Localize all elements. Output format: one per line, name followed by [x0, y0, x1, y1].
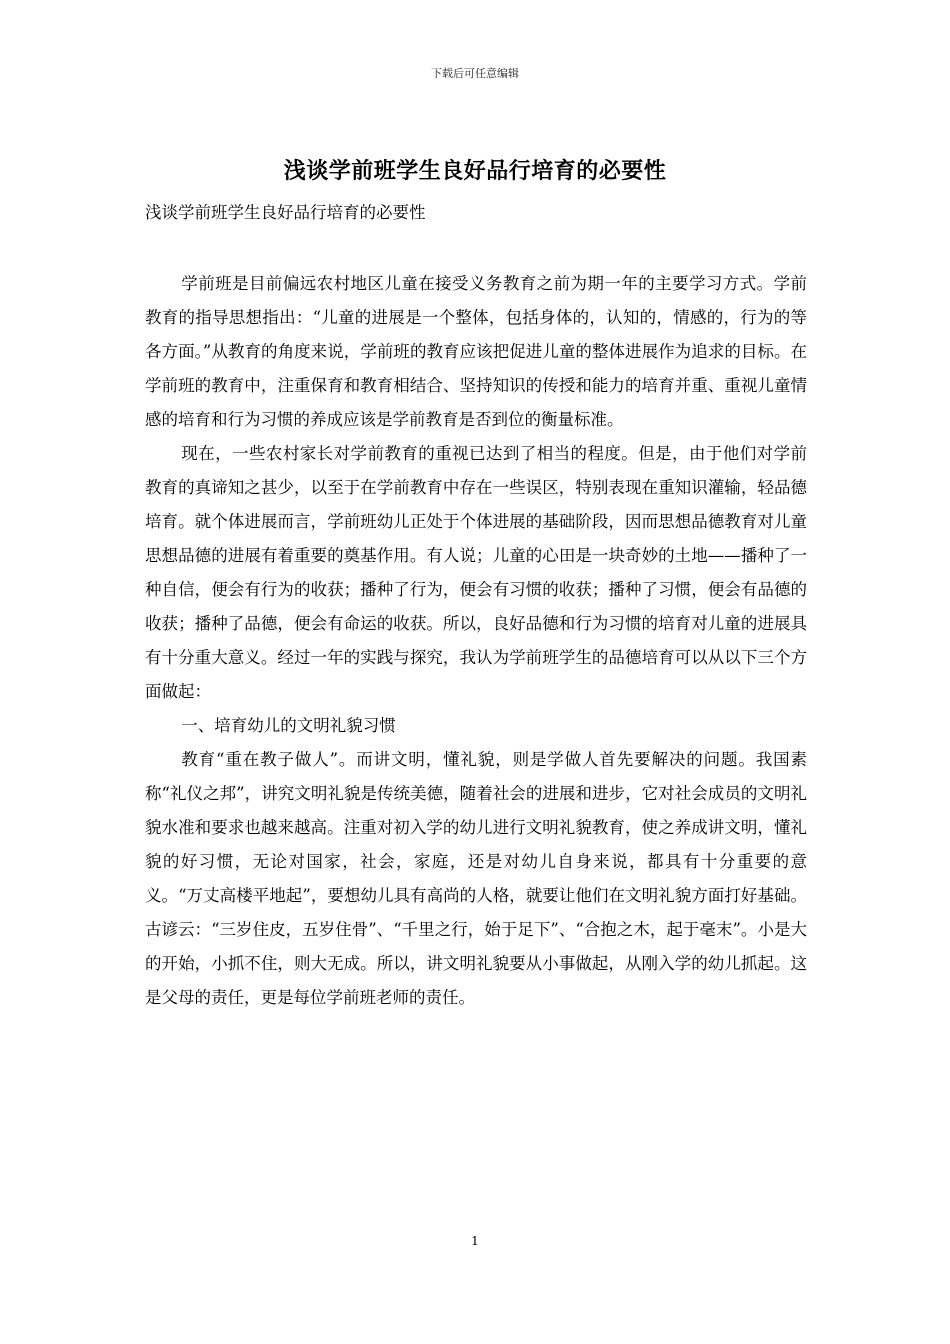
section-heading-1: 一、培育幼儿的文明礼貌习惯 — [181, 716, 396, 735]
paragraph-current-situation: 现在，一些农村家长对学前教育的重视已达到了相当的程度。但是，由于他们对学前教育的真谛知之甚少，以至于在学前教育中存在一些误区，特别表现在重知识灌输，轻品德培育。就个体进展而言，学前班幼儿正处于个体进展的基础阶段，因而思想品德教育对儿童思想品德的进展有着重要的奠基作用。有人说；儿童的心田是一块奇妙的土地——播种了一种自信，便会有行为的收获；播种了行为，便会有习惯的收获；播种了习惯，便会有品德的收获；播种了品德，便会有命运的收获。所以，良好品德和行为习惯的培育对儿童的进展具有十分重大意义。经过一年的实践与探究，我认为学前班学生的品德培育可以从以下三个方面做起： — [145, 444, 807, 701]
paragraph-intro: 学前班是目前偏远农村地区儿童在接受义务教育之前为期一年的主要学习方式。学前教育的指导思想指出：“儿童的进展是一个整体，包括身体的，认知的，情感的，行为的等各方面。”从教育的角度来说，学前班的教育应该把促进儿童的整体进展作为追求的目标。在学前班的教育中，注重保育和教育相结合、坚持知识的传授和能力的培育并重、重视儿童情感的培育和行为习惯的养成应该是学前教育是否到位的衡量标准。 — [145, 274, 807, 429]
document-subtitle: 浅谈学前班学生良好品行培育的必要性 — [145, 203, 426, 222]
document-body — [145, 267, 807, 1015]
page-header: 下载后可任意编辑 — [431, 67, 519, 80]
document-title: 浅谈学前班学生良好品行培育的必要性 — [283, 158, 667, 184]
paragraph-politeness: 教育“重在教子做人”。而讲文明，懂礼貌，则是学做人首先要解决的问题。我国素称“礼仪之邦”，讲究文明礼貌是传统美德，随着社会的进展和进步，它对社会成员的文明礼貌水准和要求也越来越高。注重对初入学的幼儿进行文明礼貌教育，使之养成讲文明，懂礼貌的好习惯，无论对国家，社会，家庭，还是对幼儿自身来说，都具有十分重要的意义。“万丈高楼平地起”，要想幼儿具有高尚的人格，就要让他们在文明礼貌方面打好基础。古谚云：“三岁住皮，五岁住骨”、“千里之行，始于足下”、“合抱之木，起于毫末”。小是大的开始，小抓不住，则大无成。所以，讲文明礼貌要从小事做起，从刚入学的幼儿抓起。这是父母的责任，更是每位学前班老师的责任。 — [145, 750, 807, 1007]
page-number: 1 — [471, 1234, 479, 1248]
